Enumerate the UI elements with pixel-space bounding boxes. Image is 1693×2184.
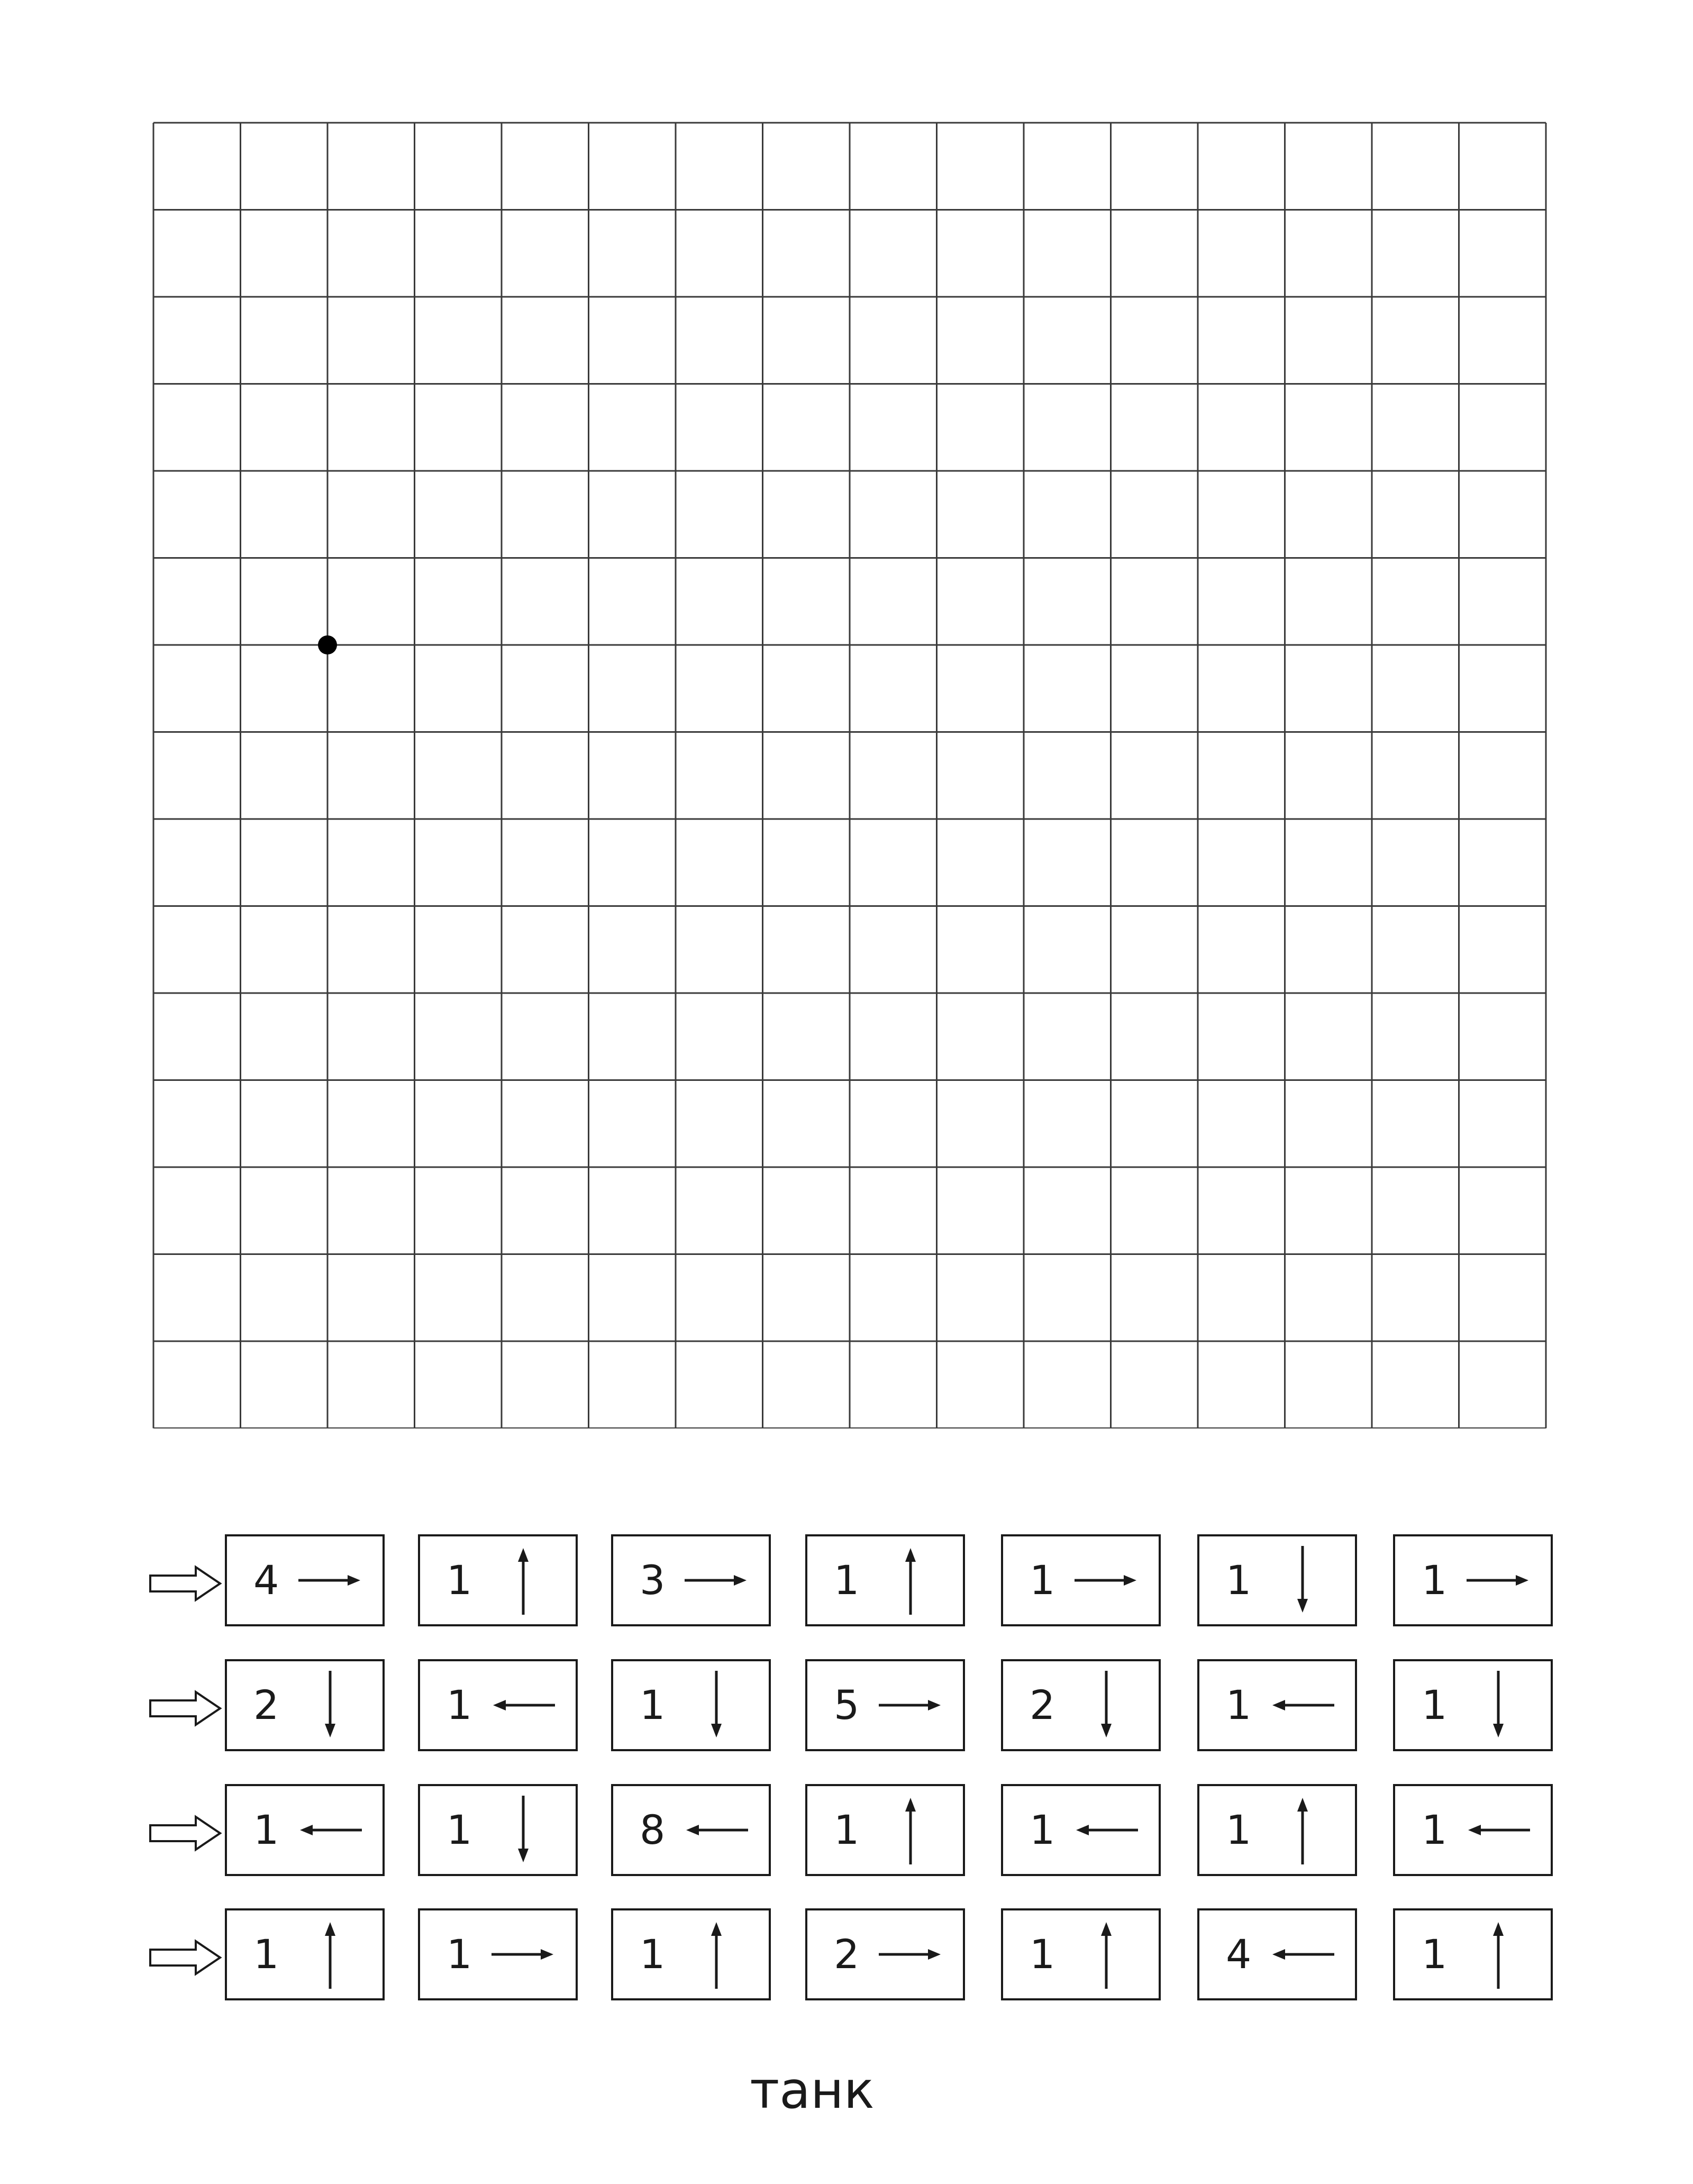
right-arrow-icon — [1072, 1546, 1141, 1615]
command-card — [418, 1784, 578, 1876]
command-row — [0, 1534, 1693, 1631]
right-arrow-icon — [682, 1546, 751, 1615]
step-count: 1 — [834, 1806, 860, 1853]
up-arrow-icon — [489, 1546, 558, 1615]
picture-caption: танк — [750, 2061, 875, 2120]
step-count: 1 — [1422, 1806, 1448, 1853]
step-count: 2 — [834, 1931, 860, 1978]
command-card — [1393, 1659, 1553, 1751]
right-arrow-icon — [489, 1920, 558, 1989]
up-arrow-icon — [682, 1920, 751, 1989]
step-count: 1 — [1030, 1806, 1055, 1853]
down-arrow-icon — [1464, 1671, 1533, 1740]
left-arrow-icon — [1072, 1796, 1141, 1864]
step-count: 1 — [1030, 1931, 1055, 1978]
step-count: 5 — [834, 1681, 860, 1728]
command-card — [1197, 1534, 1357, 1626]
outline-right-arrow-icon — [148, 1690, 222, 1727]
down-arrow-icon — [682, 1671, 751, 1740]
command-card — [1393, 1908, 1553, 2000]
left-arrow-icon — [1268, 1671, 1337, 1740]
step-count: 1 — [447, 1681, 472, 1728]
right-arrow-icon — [876, 1671, 945, 1740]
command-card — [225, 1534, 385, 1626]
down-arrow-icon — [1072, 1671, 1141, 1740]
command-row — [0, 1908, 1693, 2005]
left-arrow-icon — [1268, 1920, 1337, 1989]
down-arrow-icon — [489, 1796, 558, 1864]
command-card — [1197, 1908, 1357, 2000]
step-count: 3 — [640, 1557, 666, 1604]
down-arrow-icon — [296, 1671, 365, 1740]
outline-right-arrow-icon — [148, 1939, 222, 1976]
command-card — [418, 1908, 578, 2000]
step-count: 1 — [834, 1557, 860, 1604]
up-arrow-icon — [1072, 1920, 1141, 1989]
command-card — [1001, 1908, 1161, 2000]
step-count: 4 — [253, 1557, 279, 1604]
command-card — [225, 1908, 385, 2000]
command-card — [418, 1534, 578, 1626]
left-arrow-icon — [682, 1796, 751, 1864]
command-card — [1197, 1659, 1357, 1751]
down-arrow-icon — [1268, 1546, 1337, 1615]
command-card — [611, 1659, 771, 1751]
start-point-dot — [318, 635, 337, 654]
step-count: 8 — [640, 1806, 666, 1853]
up-arrow-icon — [876, 1546, 945, 1615]
up-arrow-icon — [876, 1796, 945, 1864]
up-arrow-icon — [1464, 1920, 1533, 1989]
left-arrow-icon — [296, 1796, 365, 1864]
step-count: 2 — [1030, 1681, 1055, 1728]
command-card — [1001, 1534, 1161, 1626]
step-count: 1 — [640, 1681, 666, 1728]
command-card — [1001, 1659, 1161, 1751]
command-card — [805, 1534, 965, 1626]
step-count: 1 — [1422, 1931, 1448, 1978]
step-count: 2 — [253, 1681, 279, 1728]
step-count: 1 — [447, 1806, 472, 1853]
step-count: 1 — [253, 1931, 279, 1978]
command-card — [225, 1659, 385, 1751]
command-row — [0, 1784, 1693, 1880]
left-arrow-icon — [1464, 1796, 1533, 1864]
command-row — [0, 1659, 1693, 1755]
outline-right-arrow-icon — [148, 1565, 222, 1602]
up-arrow-icon — [296, 1920, 365, 1989]
step-count: 1 — [1030, 1557, 1055, 1604]
outline-right-arrow-icon — [148, 1815, 222, 1852]
command-card — [1001, 1784, 1161, 1876]
command-card — [611, 1908, 771, 2000]
command-card — [225, 1784, 385, 1876]
step-count: 1 — [1422, 1681, 1448, 1728]
right-arrow-icon — [1464, 1546, 1533, 1615]
step-count: 1 — [447, 1557, 472, 1604]
step-count: 1 — [1226, 1681, 1252, 1728]
step-count: 1 — [1226, 1806, 1252, 1853]
command-card — [1393, 1534, 1553, 1626]
step-count: 1 — [640, 1931, 666, 1978]
command-card — [805, 1908, 965, 2000]
command-card — [418, 1659, 578, 1751]
step-count: 1 — [253, 1806, 279, 1853]
right-arrow-icon — [876, 1920, 945, 1989]
command-card — [805, 1659, 965, 1751]
command-card — [805, 1784, 965, 1876]
left-arrow-icon — [489, 1671, 558, 1740]
command-card — [611, 1784, 771, 1876]
step-count: 1 — [1226, 1557, 1252, 1604]
up-arrow-icon — [1268, 1796, 1337, 1864]
command-card — [1197, 1784, 1357, 1876]
command-card — [1393, 1784, 1553, 1876]
command-card — [611, 1534, 771, 1626]
right-arrow-icon — [296, 1546, 365, 1615]
step-count: 1 — [447, 1931, 472, 1978]
step-count: 1 — [1422, 1557, 1448, 1604]
step-count: 4 — [1226, 1931, 1252, 1978]
